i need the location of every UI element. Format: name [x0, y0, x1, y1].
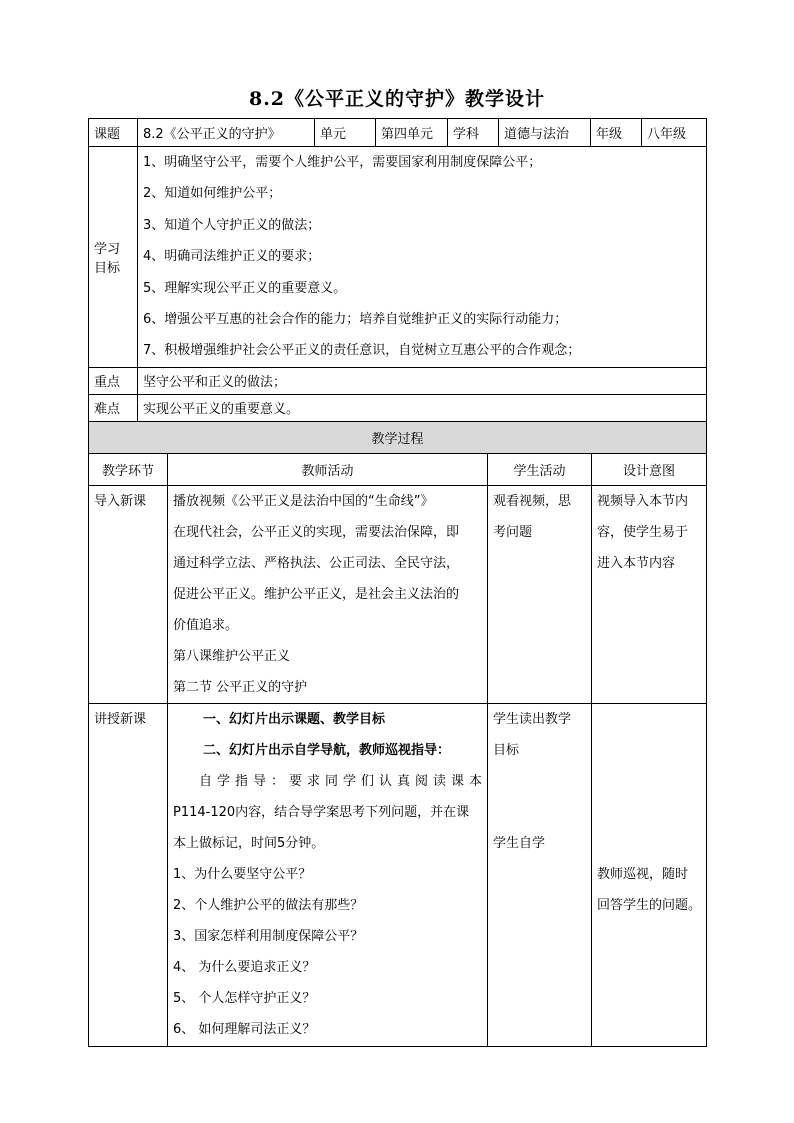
design-line: 容，使学生易于	[597, 525, 689, 540]
lecture-teacher	[168, 704, 488, 1047]
info-row-difficulty	[89, 394, 707, 421]
topic-label: 课题	[89, 119, 138, 147]
unit-value: 第四单元	[376, 119, 448, 147]
col-teacher: 教师活动	[168, 454, 488, 486]
key-label: 重点	[89, 367, 138, 394]
process-header: 教学过程	[89, 422, 707, 454]
lecture-design	[592, 704, 707, 1047]
goal-item: 4、明确司法维护正义的要求；	[143, 249, 321, 265]
info-row-goals	[89, 147, 707, 368]
lecture-row	[89, 704, 707, 1047]
key-value: 坚守公平和正义的做法；	[138, 367, 707, 394]
process-header-row	[89, 422, 707, 454]
student-line: 考问题	[493, 525, 533, 540]
teacher-line: 价值追求。	[173, 618, 239, 633]
process-columns-row	[89, 454, 707, 486]
spacer	[493, 766, 586, 828]
student-line: 观看视频，思	[493, 494, 572, 509]
info-row-topic	[89, 119, 707, 147]
teacher-line: 通过科学立法、严格执法、公正司法、全民守法，	[173, 556, 460, 571]
teacher-line: 第二节 公平正义的守护	[173, 680, 308, 695]
question-item: 5、 个人怎样守护正义？	[173, 991, 316, 1006]
design-line: 教师巡视，随时	[597, 867, 689, 882]
goal-item: 7、积极增强维护社会公平正义的责任意识，自觉树立互惠公平的合作观念；	[143, 343, 581, 359]
intro-stage: 导入新课	[89, 486, 168, 704]
design-line: 进入本节内容	[597, 556, 676, 571]
goal-item: 1、明确坚守公平，需要个人维护公平，需要国家利用制度保障公平；	[143, 155, 542, 170]
student-line: 学生自学	[493, 836, 546, 851]
teacher-line: 促进公平正义。维护公平正义，是社会主义法治的	[173, 587, 460, 602]
intro-student	[488, 486, 592, 704]
question-item: 4、 为什么要追求正义？	[173, 960, 316, 975]
goal-item: 3、知道个人守护正义的做法；	[143, 217, 321, 233]
grade-value: 八年级	[642, 119, 707, 147]
goals-label-line: 学习	[94, 241, 121, 257]
grade-label: 年级	[591, 119, 642, 147]
unit-label: 单元	[315, 119, 376, 147]
lecture-heading: 一、幻灯片出示课题、教学目标	[203, 712, 386, 727]
intro-row	[89, 486, 707, 704]
goal-item: 2、知道如何维护公平；	[143, 186, 282, 202]
teaching-process-table	[88, 421, 707, 1047]
goal-item: 6、增强公平互惠的社会合作的能力；培养自觉维护正义的实际行动能力；	[143, 311, 568, 327]
info-row-key	[89, 367, 707, 394]
question-item: 1、为什么要坚守公平？	[173, 867, 312, 882]
goals-list	[138, 147, 707, 368]
design-line: 回答学生的问题。	[597, 898, 702, 913]
goals-label	[89, 147, 138, 368]
subject-label: 学科	[448, 119, 499, 147]
lecture-stage: 讲授新课	[89, 704, 168, 1047]
guide-text: 自学指导：要求同学们认真阅读课本	[199, 774, 482, 789]
spacer	[597, 704, 701, 859]
design-line: 视频导入本节内	[597, 494, 689, 509]
topic-value: 8.2《公平正义的守护》	[138, 119, 315, 147]
difficulty-value: 实现公平正义的重要意义。	[138, 394, 707, 421]
lecture-heading: 二、幻灯片出示自学导航，教师巡视指导：	[203, 743, 451, 758]
intro-teacher	[168, 486, 488, 704]
question-item: 3、国家怎样利用制度保障公平？	[173, 929, 364, 944]
student-line: 目标	[493, 743, 520, 758]
teacher-line: 第八课维护公平正义	[173, 649, 291, 664]
col-stage: 教学环节	[89, 454, 168, 486]
teacher-line: 播放视频《公平正义是法治中国的“生命线”》	[173, 494, 434, 509]
teacher-line: 在现代社会，公平正义的实现，需要法治保障，即	[173, 525, 460, 540]
col-design: 设计意图	[592, 454, 707, 486]
lecture-student	[488, 704, 592, 1047]
intro-design	[592, 486, 707, 704]
col-student: 学生活动	[488, 454, 592, 486]
lesson-info-table	[88, 118, 707, 422]
page-title: 8.2《公平正义的守护》教学设计	[248, 88, 546, 110]
guide-text: P114-120内容，结合导学案思考下列问题，并在课	[173, 805, 470, 820]
guide-text: 本上做标记，时间5分钟。	[173, 836, 325, 851]
subject-value: 道德与法治	[499, 119, 591, 147]
goal-item: 5、理解实现公平正义的重要意义。	[143, 280, 347, 296]
question-item: 6、 如何理解司法正义？	[173, 1022, 316, 1037]
student-line: 学生读出教学	[493, 712, 572, 727]
difficulty-label: 难点	[89, 394, 138, 421]
question-item: 2、个人维护公平的做法有那些？	[173, 898, 364, 913]
goals-label-line: 目标	[94, 260, 121, 276]
